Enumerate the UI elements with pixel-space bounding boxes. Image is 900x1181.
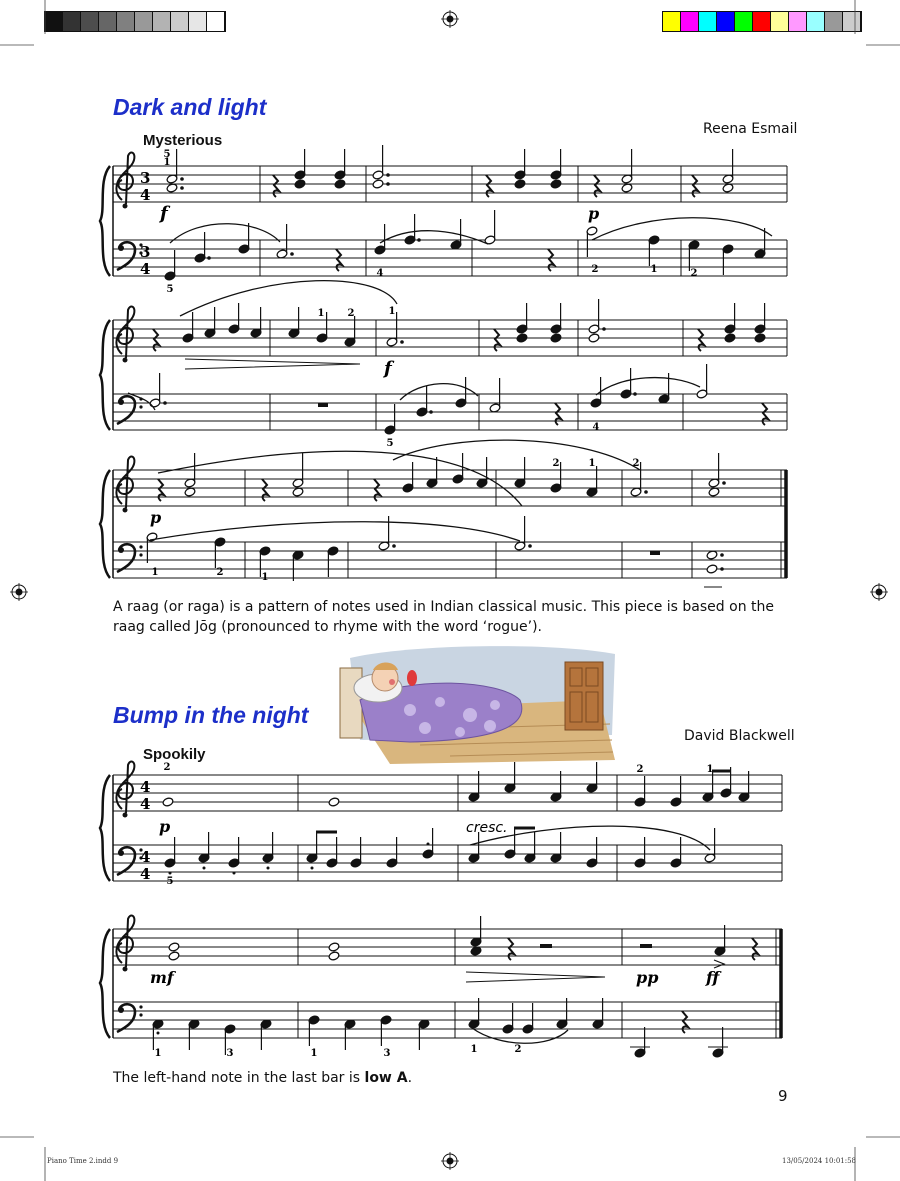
svg-text:4: 4 xyxy=(140,795,151,813)
fingering-number: 1 xyxy=(151,567,159,578)
fingering-number: 2 xyxy=(216,567,224,578)
piece-title: Dark and light xyxy=(113,94,267,120)
augmentation-dot xyxy=(720,553,724,557)
augmentation-dot xyxy=(644,490,648,494)
note-text-end: . xyxy=(407,1070,413,1086)
quarter-rest xyxy=(752,938,758,960)
staccato-dot xyxy=(157,1032,160,1035)
composer-name: Reena Esmail xyxy=(703,121,798,137)
fingering-number: 1 xyxy=(317,308,325,319)
svg-text:4: 4 xyxy=(140,778,151,796)
augmentation-dot xyxy=(722,481,726,485)
tempo-marking: Spookily xyxy=(143,746,206,763)
fingering-number: 5 xyxy=(386,438,394,449)
fingering-number: 2 xyxy=(690,268,698,279)
augmentation-dot xyxy=(602,327,606,331)
fingering-number: 2 xyxy=(163,762,171,773)
composer-name: David Blackwell xyxy=(684,728,795,744)
notes-piece-1 xyxy=(146,145,768,587)
fingering-number: 3 xyxy=(226,1048,234,1059)
quarter-rest xyxy=(508,938,514,960)
fingering-number: 4 xyxy=(592,422,600,433)
quarter-rest xyxy=(494,329,500,351)
fingering-number: 5 xyxy=(163,149,171,160)
augmentation-dot xyxy=(386,182,390,186)
fingering-number: 1 xyxy=(310,1048,318,1059)
note-head xyxy=(168,942,180,952)
note-head xyxy=(516,333,528,343)
svg-text:4: 4 xyxy=(140,848,151,866)
fingering-number: 1 xyxy=(650,264,658,275)
slurs xyxy=(128,218,772,541)
note-head xyxy=(514,179,526,189)
staccato-dot xyxy=(169,872,172,875)
half-rest xyxy=(640,944,652,948)
fingering-number: 2 xyxy=(636,764,644,775)
fingering-number: 1 xyxy=(388,306,396,317)
quarter-rest xyxy=(486,175,492,197)
fingering-number: 1 xyxy=(470,1044,478,1055)
staccato-dot xyxy=(203,867,206,870)
note-head xyxy=(168,951,180,961)
diminuendo-hairpin xyxy=(466,972,605,982)
note-head xyxy=(162,797,174,807)
dynamic-marking: f xyxy=(384,358,392,379)
quarter-rest xyxy=(262,479,268,501)
note-head xyxy=(706,564,718,574)
fingering-number: 5 xyxy=(166,284,174,295)
quarter-rest xyxy=(273,175,279,197)
note-head xyxy=(588,333,600,343)
tempo-marking: Mysterious xyxy=(143,132,223,149)
whole-rest xyxy=(318,403,328,407)
fingering-number: 2 xyxy=(632,458,640,469)
slug-file: Piano Time 2.indd 9 xyxy=(47,1157,119,1165)
diminuendo-hairpin xyxy=(185,359,360,369)
dynamic-marking: p xyxy=(150,508,162,527)
quarter-rest xyxy=(594,175,600,197)
staccato-dot xyxy=(233,872,236,875)
quarter-rest xyxy=(158,479,164,501)
note-bold-text: low A xyxy=(364,1070,408,1086)
note-text: The left-hand note in the last bar is xyxy=(113,1070,365,1086)
fingering-number: 2 xyxy=(591,264,599,275)
augmentation-dot xyxy=(429,410,433,414)
system-5 xyxy=(100,916,782,1038)
svg-text:4: 4 xyxy=(140,186,151,204)
quarter-rest xyxy=(762,403,768,425)
half-rest xyxy=(540,944,552,948)
fingering-number: 1 xyxy=(154,1048,162,1059)
cresc-marking: cresc. xyxy=(466,820,508,836)
fingering-number: 4 xyxy=(376,268,384,279)
music-score-bump-in-the-night xyxy=(0,760,900,1060)
slug-date: 13/05/2024 10:01:58 xyxy=(782,1157,857,1165)
note-head xyxy=(754,333,766,343)
quarter-rest xyxy=(153,329,159,351)
augmentation-dot xyxy=(400,340,404,344)
quarter-rest xyxy=(692,175,698,197)
quarter-rest xyxy=(374,479,380,501)
note-head xyxy=(328,797,340,807)
dynamic-marking: mf xyxy=(150,968,174,987)
fingering-number: 2 xyxy=(552,458,560,469)
svg-text:4: 4 xyxy=(140,260,151,278)
dynamic-marking: f xyxy=(160,203,168,224)
page-number: 9 xyxy=(778,1087,788,1105)
system-3 xyxy=(100,457,787,578)
quarter-rest xyxy=(336,249,342,271)
piece-title: Bump in the night xyxy=(113,702,309,728)
note-head xyxy=(334,179,346,189)
fingering-number: 1 xyxy=(706,764,714,775)
dynamic-marking: pp xyxy=(636,968,659,987)
staccato-dot xyxy=(311,867,314,870)
fingering-number: 3 xyxy=(383,1048,391,1059)
dynamic-marking: p xyxy=(159,817,171,836)
augmentation-dot xyxy=(290,252,294,256)
fingering-number: 2 xyxy=(514,1044,522,1055)
fingering-number: 5 xyxy=(166,876,174,887)
fingering-number: 1 xyxy=(261,572,269,583)
note-head xyxy=(294,179,306,189)
quarter-rest xyxy=(555,403,561,425)
augmentation-dot xyxy=(417,238,421,242)
augmentation-dot xyxy=(207,256,211,260)
augmentation-dot xyxy=(163,401,167,405)
augmentation-dot xyxy=(180,186,184,190)
accent-mark xyxy=(714,960,724,968)
staccato-dot xyxy=(267,867,270,870)
note-head xyxy=(328,951,340,961)
augmentation-dot xyxy=(720,567,724,571)
augmentation-dot xyxy=(528,544,532,548)
augmentation-dot xyxy=(180,177,184,181)
quarter-rest xyxy=(548,249,554,271)
augmentation-dot xyxy=(392,544,396,548)
svg-text:3: 3 xyxy=(140,243,151,261)
fingering-number: 1 xyxy=(588,458,596,469)
raag-explanation: A raag (or raga) is a pattern of notes used in Indian classical music. This piece is based on the raag called Jōg (pronounced to rhyme with the word ‘rogue’). xyxy=(113,599,774,635)
whole-rest xyxy=(650,551,660,555)
note-head xyxy=(724,333,736,343)
bedroom-illustration xyxy=(330,640,620,765)
svg-text:4: 4 xyxy=(140,865,151,883)
dynamic-marking: p xyxy=(588,204,600,223)
fingering-number: 2 xyxy=(347,308,355,319)
fingering-number: 1 xyxy=(163,157,171,168)
augmentation-dot xyxy=(386,173,390,177)
quarter-rest xyxy=(682,1011,688,1033)
quarter-rest xyxy=(698,329,704,351)
low-a-note xyxy=(113,1068,412,1088)
note-head xyxy=(328,942,340,952)
note-head xyxy=(550,333,562,343)
staccato-dot xyxy=(427,843,430,846)
note-head xyxy=(372,179,384,189)
dynamic-marking: ff xyxy=(706,968,720,987)
augmentation-dot xyxy=(633,392,637,396)
music-score-dark-and-light xyxy=(0,140,900,590)
svg-text:3: 3 xyxy=(140,169,151,187)
note-head xyxy=(550,179,562,189)
